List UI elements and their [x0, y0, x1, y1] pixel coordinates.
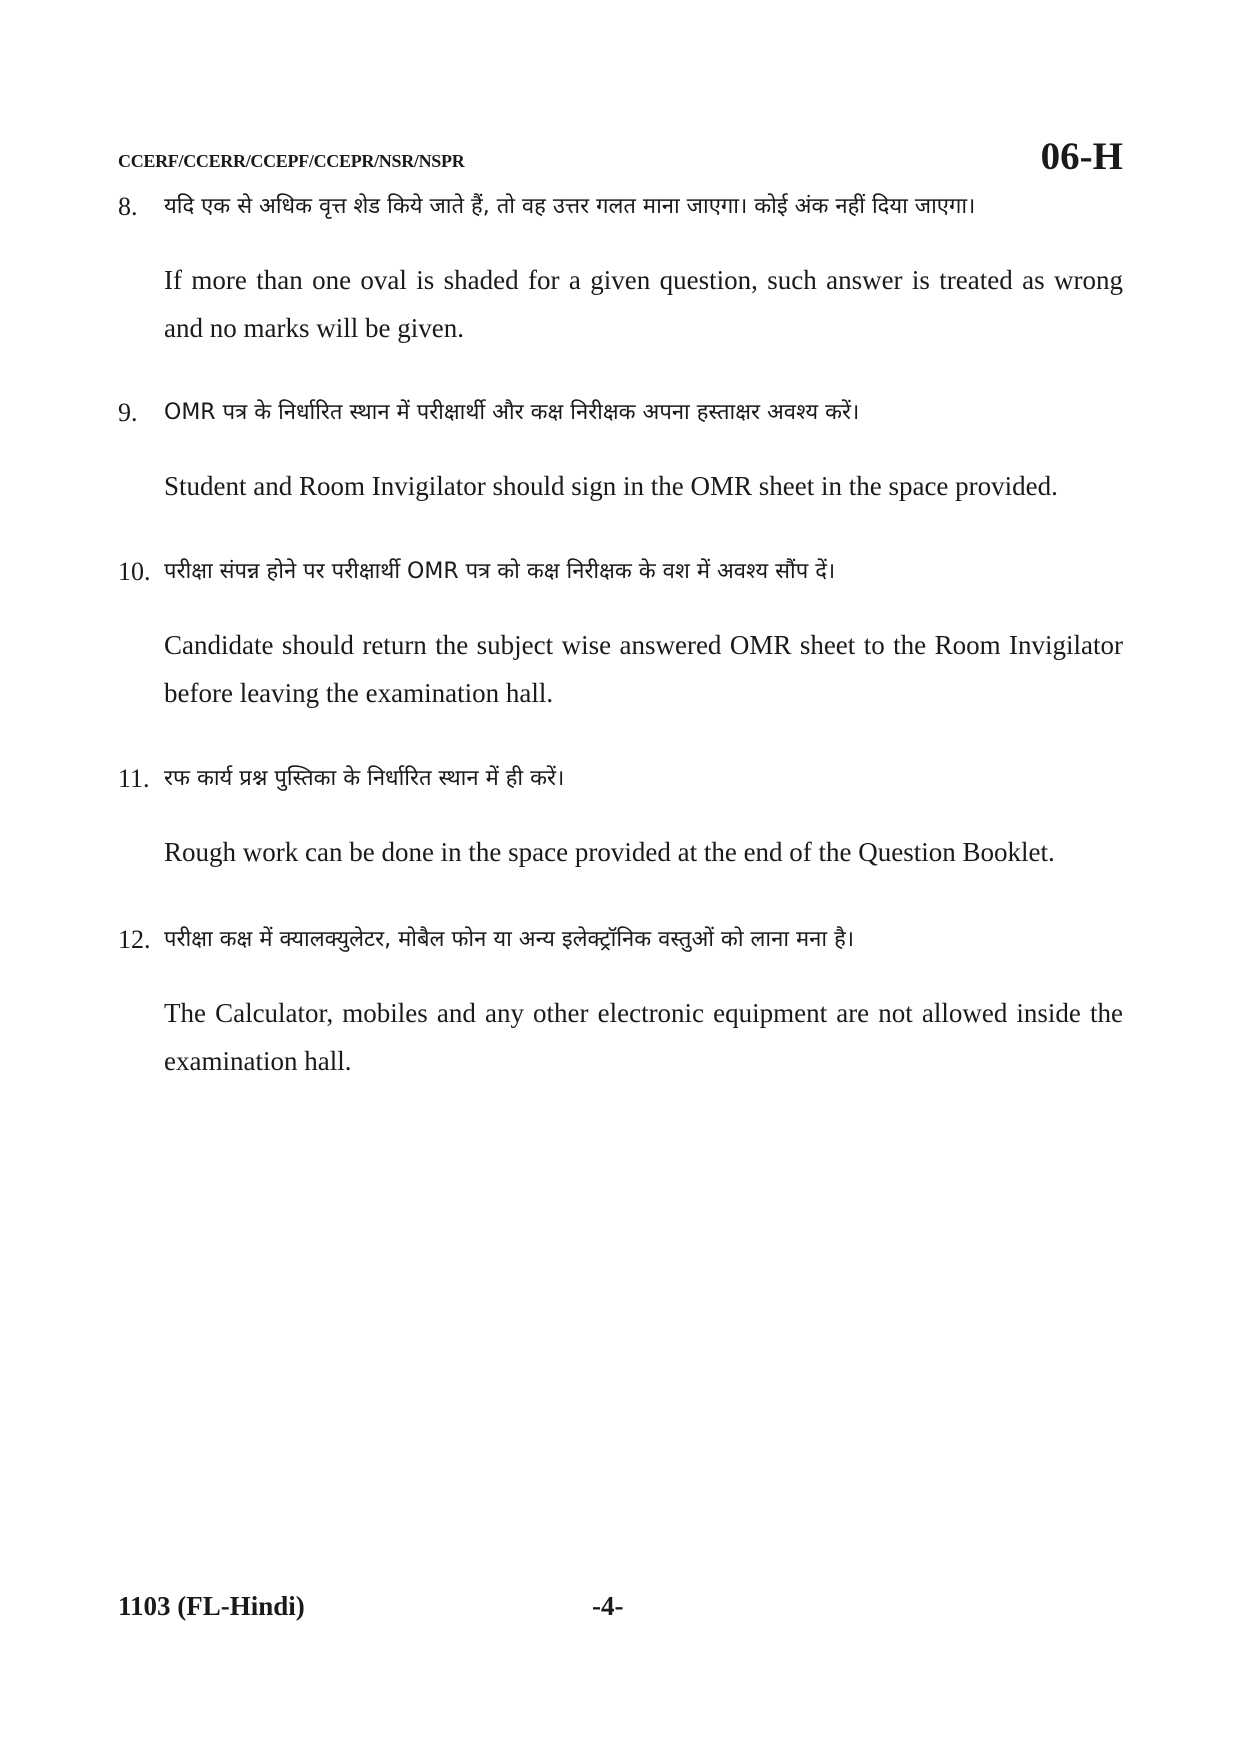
page-number: -4- — [592, 1591, 624, 1621]
instruction-hindi: रफ कार्य प्रश्न पुस्तिका के निर्धारित स्थान में ही करें। — [164, 766, 565, 791]
instruction-hindi: परीक्षा संपन्न होने पर परीक्षार्थी OMR पत्र को कक्ष निरीक्षक के वश में अवश्य सौंप दें। — [164, 559, 836, 584]
instruction-number: 11. — [118, 764, 150, 793]
instruction-english: Student and Room Invigilator should sign in the OMR sheet in the space provided. — [164, 471, 1058, 501]
instruction-english: Rough work can be done in the space provided at the end of the Question Booklet. — [164, 837, 1055, 867]
instruction-hindi: OMR पत्र के निर्धारित स्थान में परीक्षार्थी और कक्ष निरीक्षक अपना हस्ताक्षर अवश्य करें। — [164, 400, 860, 425]
instruction-hindi: परीक्षा कक्ष में क्यालक्युलेटर, मोबैल फोन या अन्य इलेक्ट्रॉनिक वस्तुओं को लाना मना है। — [164, 927, 855, 952]
instruction-number: 10. — [118, 557, 151, 586]
exam-series-header: CCERF/CCERR/CCEPF/CCEPR/NSR/NSPR — [118, 151, 465, 171]
instruction-english: The Calculator, mobiles and any other electronic equipment are not allowed inside the examination hall. — [164, 998, 1123, 1076]
paper-code-footer: 1103 (FL-Hindi) — [118, 1591, 305, 1621]
instruction-number: 9. — [118, 398, 138, 427]
booklet-code: 06-H — [1040, 135, 1123, 178]
instruction-english: Candidate should return the subject wise answered OMR sheet to the Room Invigilator before leaving the examination hall. — [164, 630, 1123, 708]
instruction-number: 12. — [118, 925, 151, 954]
instruction-number: 8. — [118, 192, 138, 221]
instruction-hindi: यदि एक से अधिक वृत्त शेड किये जाते हैं, तो वह उत्तर गलत माना जाएगा। कोई अंक नहीं दिया जाएगा। — [164, 194, 976, 219]
instruction-english: If more than one oval is shaded for a given question, such answer is treated as wrong and no marks will be given. — [164, 265, 1123, 343]
